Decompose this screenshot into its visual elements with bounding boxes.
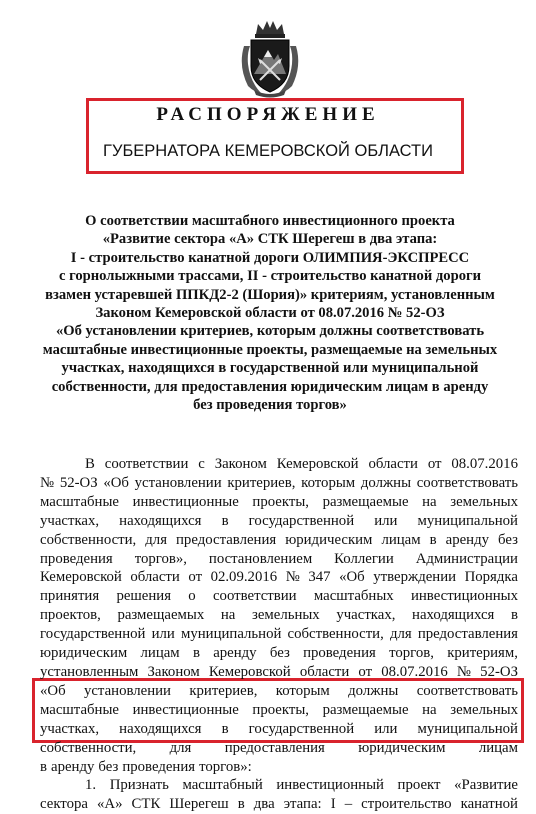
- title-line: участках, находящихся в государственной или муниципальной: [61, 360, 479, 377]
- body-word: в: [221, 512, 229, 529]
- body-word: размещаемые: [322, 493, 409, 510]
- body-word: установлении: [134, 474, 222, 491]
- title-line: собственности, для предоставления юридическим лицам в аренду: [51, 378, 489, 395]
- body-word: лицам: [381, 531, 421, 548]
- body-word: в: [221, 720, 229, 737]
- body-word: Шерегеш: [169, 796, 229, 813]
- body-word: №: [285, 569, 300, 586]
- body-word: предоставления: [417, 626, 518, 643]
- body-word: области: [368, 456, 418, 472]
- body-word: торгов,: [389, 645, 434, 662]
- body-word: государственной: [40, 626, 146, 643]
- title-line: I - строительство канатной дороги ОЛИМПИЯ-ЭКСПРЕСС: [70, 249, 470, 266]
- body-word: Администрации: [415, 550, 518, 567]
- document-type-heading: РАСПОРЯЖЕНИЕ: [156, 104, 380, 125]
- body-word: «А»: [97, 796, 123, 813]
- body-word: 08.07.2016: [451, 456, 518, 472]
- body-word: собственности,: [40, 531, 137, 548]
- body-line: [40, 663, 518, 682]
- title-line: взамен устаревшей ППКД2-2 (Шория)» критериям, установленным: [45, 286, 495, 303]
- body-word: лицам: [478, 739, 518, 756]
- body-word: соответствии: [212, 588, 297, 605]
- document-title: [40, 212, 500, 414]
- title-line: О соответствии масштабного инвестиционного проекта: [85, 213, 455, 229]
- body-word: размещаемых: [117, 607, 205, 624]
- body-word: в: [429, 531, 437, 548]
- body-word: этапа:: [283, 796, 322, 813]
- body-word: Законом: [147, 663, 200, 680]
- body-line: [40, 512, 518, 531]
- document-body: [40, 455, 518, 814]
- body-word: СТК: [131, 796, 161, 813]
- body-word: масштабный: [182, 777, 263, 794]
- body-word: государственной: [248, 512, 355, 529]
- body-word: на: [220, 607, 236, 624]
- body-word: или: [151, 626, 175, 643]
- body-word: торгов»,: [134, 550, 187, 567]
- body-word: установленным: [40, 663, 139, 680]
- body-word: или: [374, 512, 398, 529]
- body-word: для: [169, 739, 192, 756]
- body-word: инвестиционные: [132, 493, 239, 510]
- body-word: «Об: [40, 682, 66, 699]
- body-line: [40, 531, 518, 550]
- body-word: муниципальной: [417, 512, 518, 529]
- body-word: масштабные: [40, 493, 119, 510]
- body-word: торгов»:: [199, 758, 252, 775]
- coat-of-arms-emblem: [234, 16, 306, 98]
- body-word: области: [130, 569, 180, 586]
- body-word: аренду: [445, 531, 490, 548]
- body-line: [40, 550, 518, 569]
- body-word: 02.09.2016: [210, 569, 278, 586]
- body-word: проведения: [303, 645, 376, 662]
- body-word: земельных: [450, 701, 518, 718]
- body-word: должны: [348, 682, 399, 699]
- body-word: Кемеровской: [276, 456, 359, 472]
- body-line: [40, 606, 518, 625]
- body-line: [40, 701, 518, 720]
- body-word: или: [374, 720, 398, 737]
- body-word: масштабных: [313, 588, 394, 605]
- body-word: должны: [360, 474, 412, 491]
- body-word: критериям,: [447, 645, 518, 662]
- body-word: соответствии: [104, 456, 189, 472]
- body-word: лицам: [140, 645, 180, 662]
- body-word: аренду: [213, 645, 257, 662]
- body-word: проект: [397, 777, 441, 794]
- body-word: на: [422, 701, 437, 718]
- body-word: для: [389, 626, 412, 643]
- body-line: [40, 720, 518, 739]
- body-line: [40, 682, 518, 701]
- body-word: сектора: [40, 796, 88, 813]
- body-line: [40, 587, 518, 606]
- body-word: в: [40, 758, 47, 775]
- body-word: 52-ОЗ: [480, 663, 518, 680]
- body-word: инвестиционные: [132, 701, 239, 718]
- body-word: без: [98, 758, 119, 775]
- body-word: В: [85, 456, 95, 472]
- body-word: в: [192, 645, 200, 662]
- body-word: I: [330, 796, 336, 813]
- body-word: собственности,: [287, 626, 384, 643]
- issuer-heading: ГУБЕРНАТОРА КЕМЕРОВСКОЙ ОБЛАСТИ: [103, 142, 433, 160]
- body-line: [40, 758, 518, 777]
- body-word: находящихся: [119, 720, 202, 737]
- body-word: «Об: [103, 474, 129, 491]
- body-word: на: [422, 493, 437, 510]
- body-word: 347: [308, 569, 331, 586]
- body-word: Законом: [214, 456, 267, 472]
- body-word: канатной: [460, 796, 518, 813]
- body-word: участках,: [40, 720, 100, 737]
- title-line: масштабные инвестиционные проекты, размещаемые на земельных: [42, 341, 498, 358]
- body-word: масштабные: [40, 701, 119, 718]
- body-word: «Развитие: [454, 777, 518, 794]
- body-word: юридическим: [285, 531, 373, 548]
- body-word: №: [40, 474, 55, 491]
- body-word: Порядка: [464, 569, 518, 586]
- body-word: аренду: [51, 758, 95, 775]
- title-line: Законом Кемеровской области от 08.07.2016 № 52-ОЗ: [95, 305, 445, 322]
- body-word: в: [510, 607, 518, 624]
- body-word: находящихся: [412, 607, 495, 624]
- body-word: муниципальной: [180, 626, 282, 643]
- body-word: проекты,: [252, 701, 309, 718]
- body-word: земельных: [450, 493, 518, 510]
- body-word: с: [198, 456, 205, 472]
- title-line: «Об установлении критериев, которым должны соответствовать: [55, 323, 485, 340]
- body-word: соответствовать: [416, 682, 518, 699]
- body-word: предоставления: [224, 739, 325, 756]
- body-line: [40, 474, 518, 493]
- body-word: Признать: [109, 777, 169, 794]
- body-word: размещаемые: [322, 701, 409, 718]
- body-word: находящихся: [119, 512, 202, 529]
- body-word: государственной: [248, 720, 355, 737]
- title-line: с горнолыжными трассами, II - строительство канатной дороги: [58, 268, 482, 285]
- body-word: юридическим: [358, 739, 446, 756]
- body-word: проектов,: [40, 607, 101, 624]
- title-line: без проведения торгов»: [193, 397, 347, 414]
- body-word: два: [253, 796, 275, 813]
- body-word: критериев,: [189, 682, 258, 699]
- body-line: [40, 739, 518, 758]
- body-line: [40, 644, 518, 663]
- body-word: Коллегии: [334, 550, 394, 567]
- body-word: соответствовать: [416, 474, 518, 491]
- body-word: без: [498, 531, 518, 548]
- body-word: проекты,: [252, 493, 309, 510]
- body-word: для: [145, 531, 167, 548]
- body-word: участках,: [40, 512, 100, 529]
- body-word: в: [237, 796, 245, 813]
- body-word: проведения: [40, 550, 113, 567]
- body-word: №: [456, 663, 472, 680]
- body-line: [40, 568, 518, 587]
- body-word: без: [269, 645, 290, 662]
- body-word: решения: [116, 588, 172, 605]
- body-word: предоставления: [176, 531, 277, 548]
- body-word: которым: [275, 682, 330, 699]
- body-word: юридическим: [40, 645, 128, 662]
- body-word: о: [188, 588, 196, 605]
- body-word: установлении: [83, 682, 171, 699]
- body-word: 08.07.2016: [381, 663, 448, 680]
- body-line: [40, 493, 518, 512]
- body-word: от: [188, 569, 203, 586]
- body-word: муниципальной: [417, 720, 518, 737]
- body-word: проведения: [122, 758, 196, 775]
- body-word: утверждении: [373, 569, 457, 586]
- body-word: строительство: [361, 796, 452, 813]
- body-word: инвестиционных: [410, 588, 518, 605]
- body-word: 1.: [85, 777, 97, 794]
- body-word: критериев,: [227, 474, 296, 491]
- title-line: «Развитие сектора «А» СТК Шерегеш в два этапа:: [102, 231, 438, 248]
- body-word: области: [299, 663, 350, 680]
- body-line: [40, 455, 518, 474]
- body-line: [40, 625, 518, 644]
- body-word: собственности,: [40, 739, 137, 756]
- body-word: «Об: [339, 569, 365, 586]
- body-word: земельных: [251, 607, 320, 624]
- body-word: участках,: [336, 607, 396, 624]
- body-word: от: [427, 456, 442, 472]
- body-word: которым: [301, 474, 356, 491]
- body-word: Кемеровской: [208, 663, 291, 680]
- body-word: инвестиционный: [276, 777, 384, 794]
- body-word: –: [344, 796, 353, 813]
- body-word: принятия: [40, 588, 100, 605]
- body-word: Кемеровской: [40, 569, 122, 586]
- body-word: постановлением: [208, 550, 313, 567]
- body-word: 52-ОЗ: [59, 474, 98, 491]
- body-line: [40, 776, 518, 795]
- body-word: от: [358, 663, 373, 680]
